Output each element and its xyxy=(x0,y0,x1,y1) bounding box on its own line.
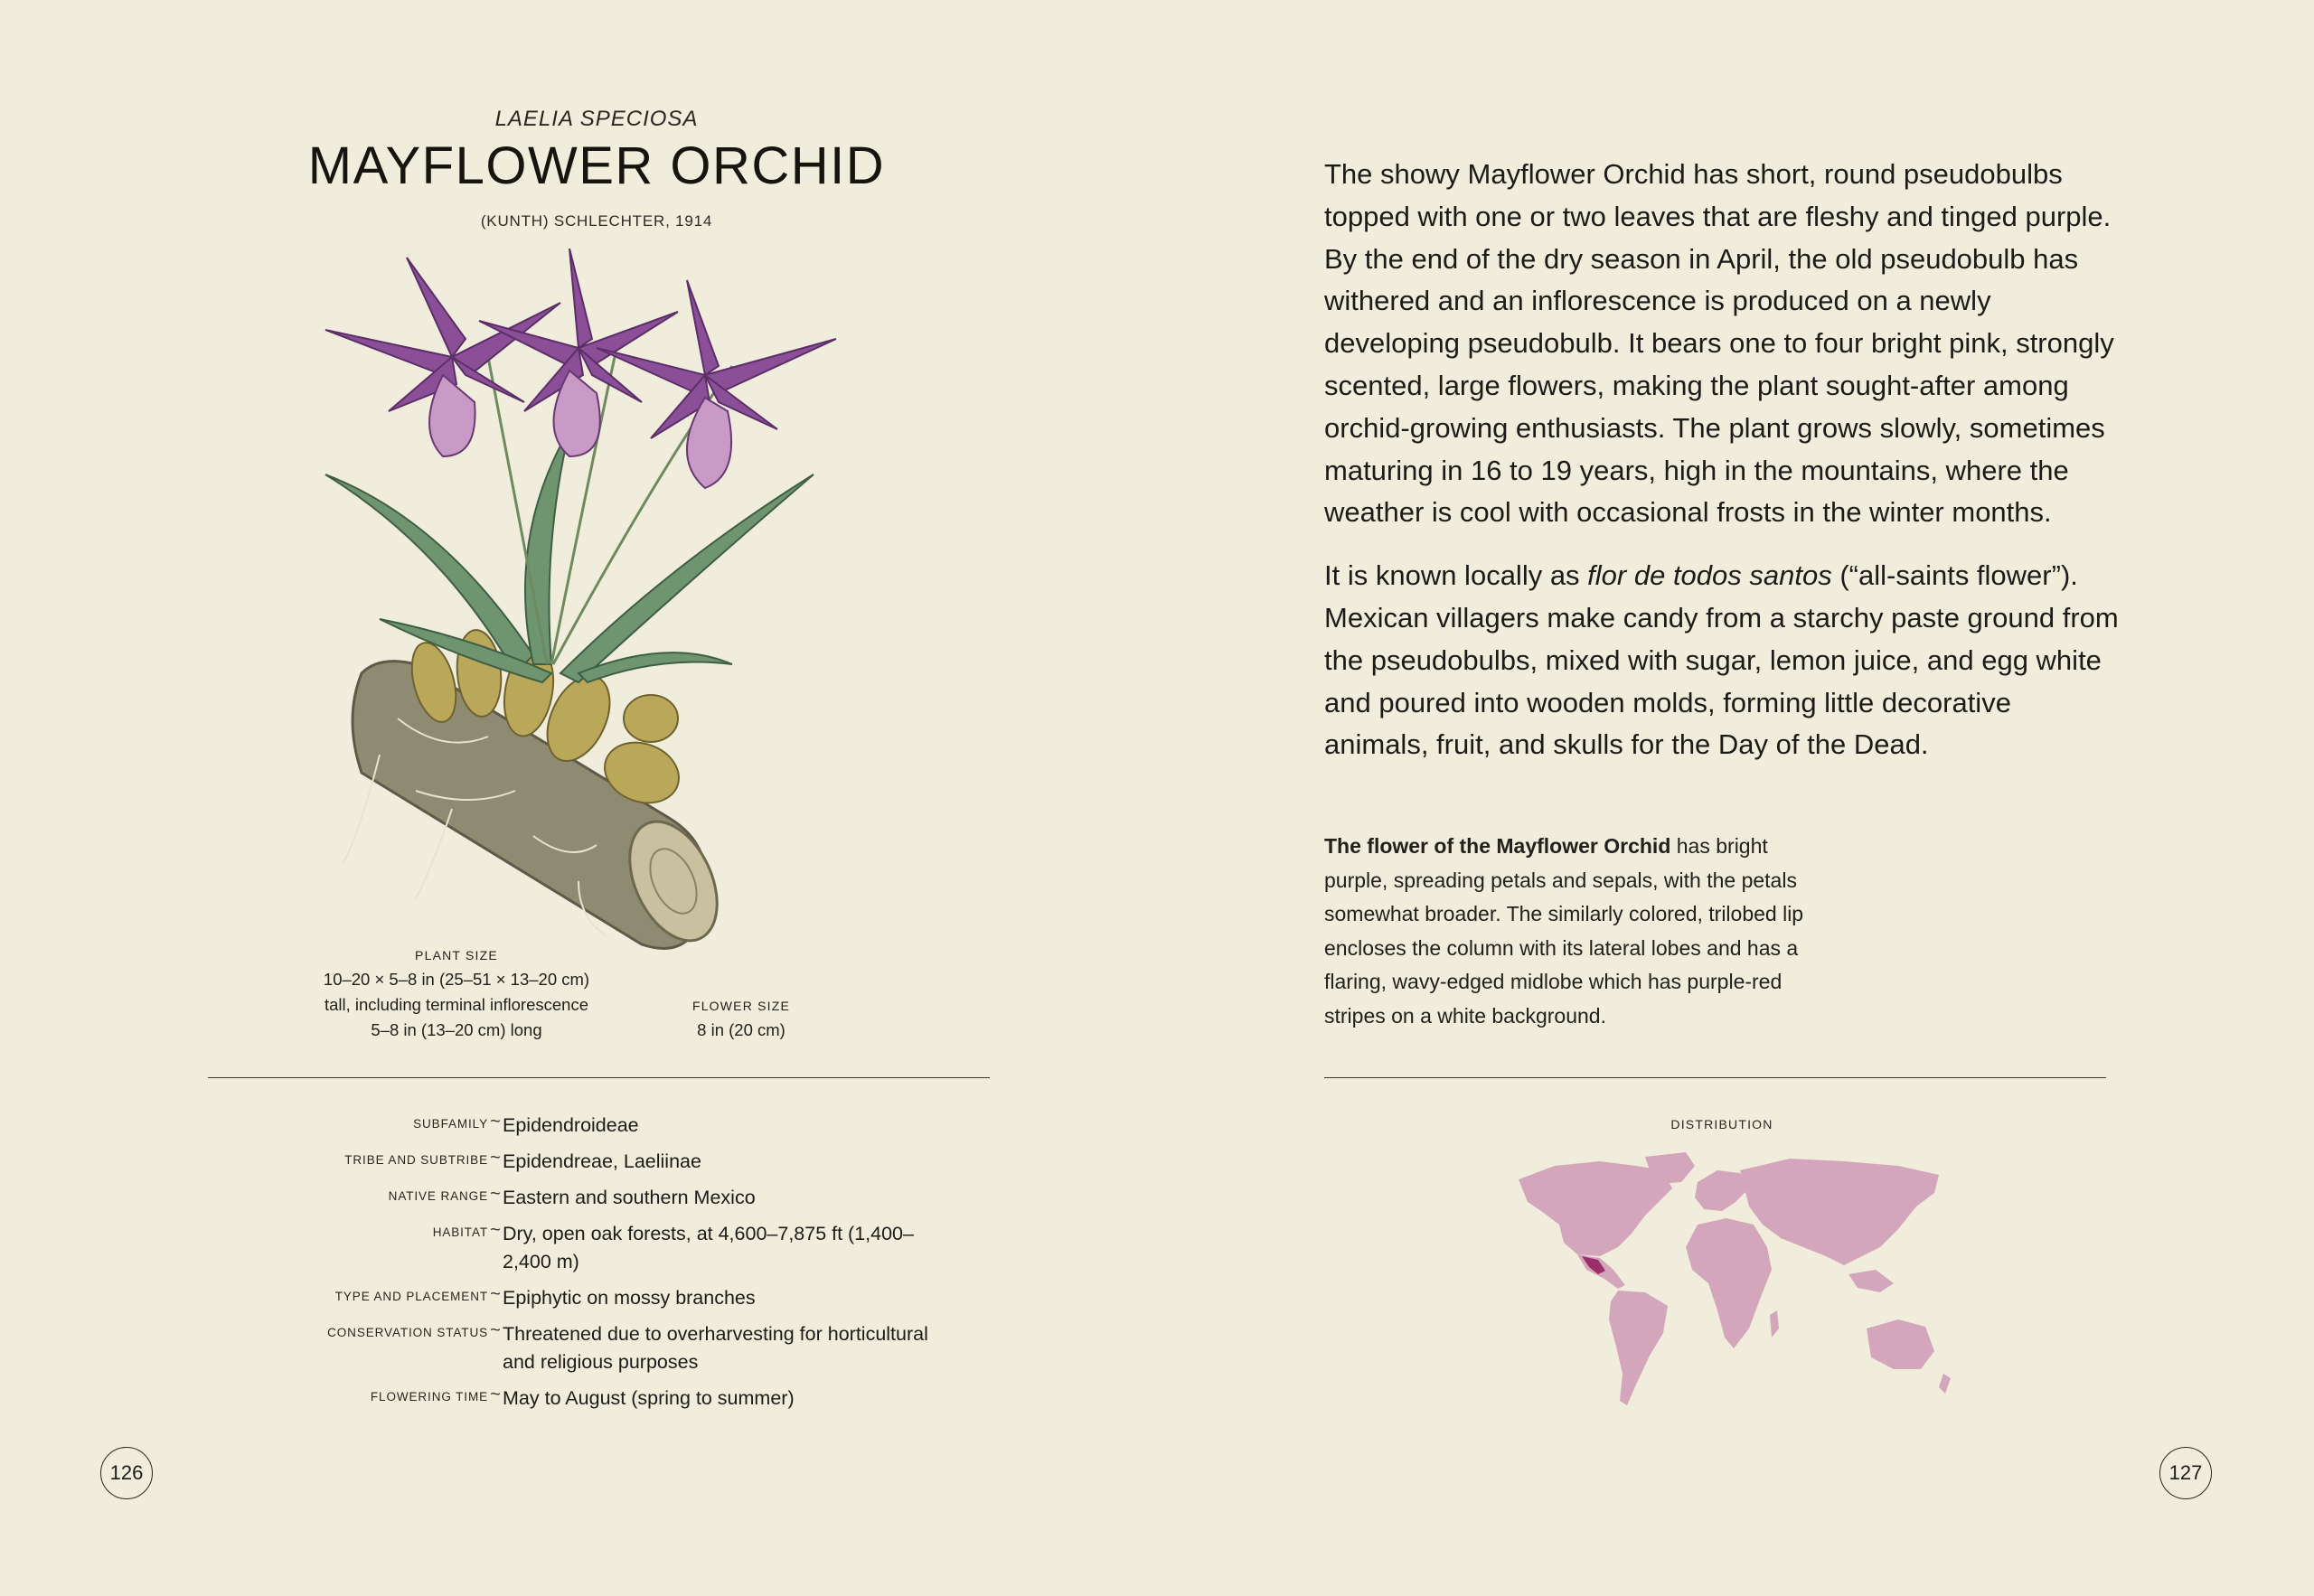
attr-key: NATIVE RANGE xyxy=(388,1189,488,1203)
paragraph-1: The showy Mayflower Orchid has short, round pseudobulbs topped with one or two leaves that are fleshy and tinged purple. By the end of the dry season in April, the old pseudobulb has withered and an inflorescence is produced on a newly developing pseudobulb. It bears one to four bright pink, strongly scented, large flowers, making the plant sought-after among orchid-growing enthusiasts. The plant grows slowly, sometimes maturing in 16 to 19 years, high in the mountains, where the weather is cool with occasional frosts in the winter months. xyxy=(1324,158,2114,529)
body-text xyxy=(1324,154,2120,787)
attr-value: Eastern and southern Mexico xyxy=(503,1187,756,1208)
flower-size-value: 8 in (20 cm) xyxy=(697,1020,785,1039)
plant-size-label: PLANT SIZE xyxy=(415,948,498,962)
attr-key: FLOWERING TIME xyxy=(370,1390,488,1404)
plant-size-block xyxy=(289,944,624,1043)
attr-value: Epiphytic on mossy branches xyxy=(503,1287,756,1309)
attr-key: TYPE AND PLACEMENT xyxy=(334,1290,488,1303)
right-page xyxy=(1157,0,2314,1596)
attr-value: Dry, open oak forests, at 4,600–7,875 ft (1,400–2,400 m) xyxy=(503,1223,914,1272)
attr-row-type-placement xyxy=(199,1284,940,1312)
attr-separator: ~ xyxy=(490,1112,501,1131)
attr-row-habitat xyxy=(199,1220,940,1276)
attr-key: CONSERVATION STATUS xyxy=(327,1326,488,1339)
attr-separator: ~ xyxy=(490,1184,501,1204)
right-divider xyxy=(1324,1077,2106,1078)
distribution-label: DISTRIBUTION xyxy=(1670,1117,1773,1131)
attr-value: May to August (spring to summer) xyxy=(503,1387,795,1409)
plant-size-line3: 5–8 in (13–20 cm) long xyxy=(371,1020,542,1039)
attribute-list xyxy=(199,1112,940,1421)
attr-value: Threatened due to overharvesting for horticultural and religious purposes xyxy=(503,1323,928,1373)
plant-size-line2: tall, including terminal inflorescence xyxy=(324,995,589,1014)
flower-caption xyxy=(1324,830,1830,1033)
caption-lead: The flower of the Mayflower Orchid xyxy=(1324,834,1671,858)
plant-size-line1: 10–20 × 5–8 in (25–51 × 13–20 cm) xyxy=(323,970,590,989)
page-number-right: 127 xyxy=(2159,1447,2212,1499)
flower-size-label: FLOWER SIZE xyxy=(691,999,791,1013)
attr-row-subfamily xyxy=(199,1112,940,1140)
attr-key: HABITAT xyxy=(432,1225,488,1239)
paragraph-2 xyxy=(1324,555,2120,766)
species-author: (KUNTH) SCHLECHTER, 1914 xyxy=(480,212,713,230)
world-landmasses xyxy=(1519,1152,1951,1405)
attr-value: Epidendreae, Laeliinae xyxy=(503,1150,701,1172)
page-number-left: 126 xyxy=(100,1447,153,1499)
paragraph-2-end: (“all-saints flower”). Mexican villagers make candy from a starchy paste ground from the pseudobulbs, mixed with sugar, lemon juice, and egg white and poured into wooden molds, forming little decorative animals, fruit, and skulls for the Day of the Dead. xyxy=(1324,559,2119,761)
attr-separator: ~ xyxy=(490,1320,501,1340)
orchid-flowers xyxy=(325,249,836,488)
attr-separator: ~ xyxy=(490,1385,501,1404)
orchid-illustration xyxy=(307,249,850,972)
attr-key: TRIBE AND SUBTRIBE xyxy=(344,1153,488,1167)
attr-row-conservation xyxy=(199,1320,940,1376)
paragraph-2-start: It is known locally as xyxy=(1324,559,1588,592)
attr-separator: ~ xyxy=(490,1220,501,1240)
leaves-drawing xyxy=(325,429,814,682)
common-name-title: MAYFLOWER ORCHID xyxy=(307,136,886,195)
attr-row-tribe xyxy=(199,1148,940,1176)
attr-value: Epidendroideae xyxy=(503,1114,639,1136)
distribution-map xyxy=(1491,1148,1961,1419)
flower-size-block xyxy=(651,994,832,1043)
attr-separator: ~ xyxy=(490,1148,501,1168)
species-name: LAELIA SPECIOSA xyxy=(494,107,699,131)
attr-row-native-range xyxy=(199,1184,940,1212)
attr-row-flowering-time xyxy=(199,1385,940,1413)
caption-text: has bright purple, spreading petals and sepals, with the petals somewhat broader. The similarly colored, trilobed lip encloses the column with its lateral lobes and has a flaring, wavy-edged midlobe which has purple-red stripes on a white background. xyxy=(1324,834,1804,1028)
attr-separator: ~ xyxy=(490,1284,501,1304)
attr-key: SUBFAMILY xyxy=(413,1117,488,1131)
left-divider xyxy=(208,1077,990,1078)
paragraph-2-local-name: flor de todos santos xyxy=(1587,559,1832,592)
